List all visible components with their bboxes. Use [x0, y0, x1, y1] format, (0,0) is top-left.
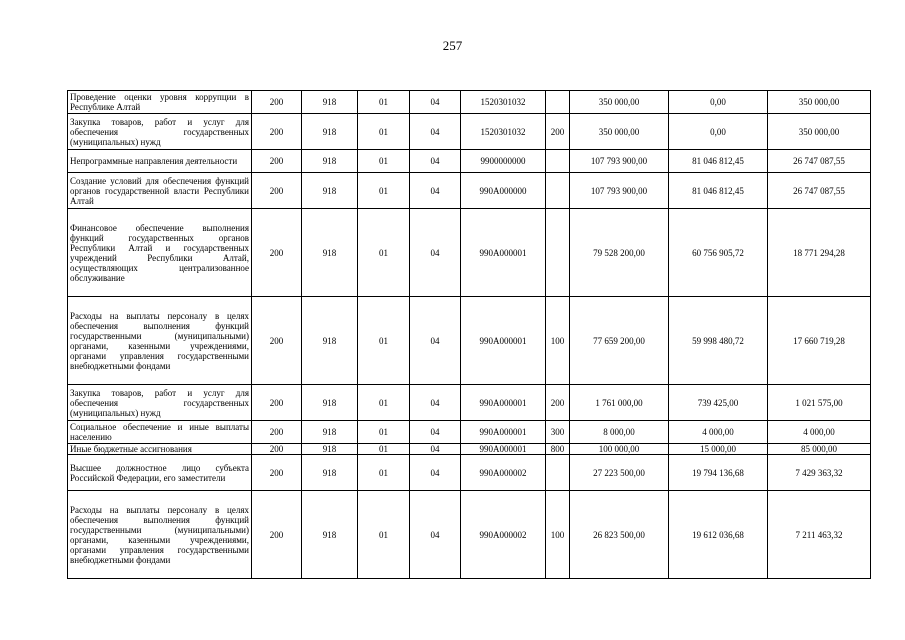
cell-amount-remaining: 7 429 363,32	[768, 455, 871, 491]
cell-amount-planned: 1 761 000,00	[570, 385, 669, 421]
cell-code: 200	[252, 421, 302, 444]
cell-expense-type: 300	[546, 421, 570, 444]
cell-target-article: 990А000001	[461, 297, 546, 385]
cell-code: 200	[252, 91, 302, 114]
cell-target-article: 1520301032	[461, 91, 546, 114]
cell-expense-type	[546, 150, 570, 173]
cell-name: Непрограммные направления деятельности	[68, 150, 252, 173]
cell-name: Социальное обеспечение и иные выплаты населению	[68, 421, 252, 444]
cell-amount-remaining: 1 021 575,00	[768, 385, 871, 421]
table-row	[68, 91, 871, 114]
table-row	[68, 444, 871, 455]
cell-subsection: 04	[410, 491, 461, 579]
cell-target-article: 9900000000	[461, 150, 546, 173]
table-row	[68, 491, 871, 579]
table-row	[68, 385, 871, 421]
cell-amount-executed: 81 046 812,45	[669, 150, 768, 173]
cell-code: 200	[252, 297, 302, 385]
cell-amount-executed: 19 794 136,68	[669, 455, 768, 491]
cell-amount-remaining: 18 771 294,28	[768, 209, 871, 297]
table-row	[68, 421, 871, 444]
cell-amount-remaining: 350 000,00	[768, 91, 871, 114]
table-row	[68, 209, 871, 297]
cell-amount-remaining: 85 000,00	[768, 444, 871, 455]
cell-section: 01	[358, 421, 410, 444]
cell-code: 200	[252, 455, 302, 491]
cell-subsection: 04	[410, 114, 461, 150]
cell-expense-type: 200	[546, 114, 570, 150]
cell-section: 01	[358, 455, 410, 491]
cell-name: Иные бюджетные ассигнования	[68, 444, 252, 455]
cell-ministry-code: 918	[302, 385, 358, 421]
cell-expense-type: 100	[546, 297, 570, 385]
cell-ministry-code: 918	[302, 455, 358, 491]
cell-section: 01	[358, 209, 410, 297]
cell-target-article: 990А000000	[461, 173, 546, 209]
cell-amount-planned: 350 000,00	[570, 91, 669, 114]
cell-code: 200	[252, 173, 302, 209]
cell-amount-remaining: 7 211 463,32	[768, 491, 871, 579]
cell-amount-planned: 100 000,00	[570, 444, 669, 455]
cell-amount-executed: 0,00	[669, 114, 768, 150]
cell-subsection: 04	[410, 444, 461, 455]
cell-name: Расходы на выплаты персоналу в целях обеспечения выполнения функций государственными (муниципальными) органами, казенными учреждениями, органами управления государственными внебюджетными фондами	[68, 297, 252, 385]
cell-expense-type	[546, 209, 570, 297]
cell-amount-remaining: 26 747 087,55	[768, 173, 871, 209]
cell-amount-remaining: 26 747 087,55	[768, 150, 871, 173]
cell-name: Финансовое обеспечение выполнения функций государственных органов Республики Алтай и государственных учреждений Республики Алтай, осуществляющих централизованное обслуживание	[68, 209, 252, 297]
cell-target-article: 990А000002	[461, 455, 546, 491]
page-number: 257	[442, 38, 463, 53]
cell-section: 01	[358, 91, 410, 114]
cell-target-article: 990А000001	[461, 385, 546, 421]
cell-amount-planned: 77 659 200,00	[570, 297, 669, 385]
table-row	[68, 150, 871, 173]
cell-target-article: 1520301032	[461, 114, 546, 150]
cell-section: 01	[358, 491, 410, 579]
cell-amount-executed: 15 000,00	[669, 444, 768, 455]
cell-amount-remaining: 4 000,00	[768, 421, 871, 444]
cell-subsection: 04	[410, 421, 461, 444]
cell-name: Закупка товаров, работ и услуг для обеспечения государственных (муниципальных) нужд	[68, 114, 252, 150]
cell-code: 200	[252, 150, 302, 173]
cell-expense-type: 200	[546, 385, 570, 421]
cell-subsection: 04	[410, 150, 461, 173]
cell-name: Расходы на выплаты персоналу в целях обеспечения выполнения функций государственными (муниципальными) органами, казенными учреждениями, органами управления государственными внебюджетными фондами	[68, 491, 252, 579]
cell-subsection: 04	[410, 173, 461, 209]
cell-name: Создание условий для обеспечения функций органов государственной власти Республики Алтай	[68, 173, 252, 209]
cell-ministry-code: 918	[302, 150, 358, 173]
cell-code: 200	[252, 209, 302, 297]
cell-target-article: 990А000001	[461, 209, 546, 297]
table-row	[68, 114, 871, 150]
cell-amount-remaining: 17 660 719,28	[768, 297, 871, 385]
cell-amount-executed: 0,00	[669, 91, 768, 114]
cell-section: 01	[358, 385, 410, 421]
cell-code: 200	[252, 114, 302, 150]
cell-amount-executed: 739 425,00	[669, 385, 768, 421]
table-row	[68, 297, 871, 385]
cell-section: 01	[358, 444, 410, 455]
cell-section: 01	[358, 173, 410, 209]
cell-ministry-code: 918	[302, 114, 358, 150]
cell-expense-type: 100	[546, 491, 570, 579]
cell-section: 01	[358, 114, 410, 150]
cell-subsection: 04	[410, 455, 461, 491]
cell-expense-type	[546, 91, 570, 114]
cell-code: 200	[252, 491, 302, 579]
cell-amount-planned: 26 823 500,00	[570, 491, 669, 579]
cell-amount-planned: 350 000,00	[570, 114, 669, 150]
cell-ministry-code: 918	[302, 297, 358, 385]
table-row	[68, 455, 871, 491]
cell-section: 01	[358, 150, 410, 173]
cell-code: 200	[252, 444, 302, 455]
cell-subsection: 04	[410, 209, 461, 297]
cell-amount-executed: 4 000,00	[669, 421, 768, 444]
cell-amount-executed: 59 998 480,72	[669, 297, 768, 385]
table-body	[68, 91, 871, 579]
cell-name: Проведение оценки уровня коррупции в Республике Алтай	[68, 91, 252, 114]
table-row	[68, 173, 871, 209]
cell-target-article: 990А000001	[461, 421, 546, 444]
cell-amount-remaining: 350 000,00	[768, 114, 871, 150]
cell-amount-planned: 107 793 900,00	[570, 150, 669, 173]
cell-expense-type	[546, 455, 570, 491]
cell-amount-planned: 79 528 200,00	[570, 209, 669, 297]
cell-subsection: 04	[410, 91, 461, 114]
cell-subsection: 04	[410, 297, 461, 385]
cell-expense-type	[546, 173, 570, 209]
cell-subsection: 04	[410, 385, 461, 421]
cell-target-article: 990А000002	[461, 491, 546, 579]
budget-table	[67, 90, 871, 579]
cell-ministry-code: 918	[302, 91, 358, 114]
cell-amount-planned: 8 000,00	[570, 421, 669, 444]
cell-expense-type: 800	[546, 444, 570, 455]
cell-section: 01	[358, 297, 410, 385]
cell-ministry-code: 918	[302, 421, 358, 444]
cell-target-article: 990А000001	[461, 444, 546, 455]
cell-name: Закупка товаров, работ и услуг для обеспечения государственных (муниципальных) нужд	[68, 385, 252, 421]
cell-amount-planned: 107 793 900,00	[570, 173, 669, 209]
cell-amount-planned: 27 223 500,00	[570, 455, 669, 491]
cell-ministry-code: 918	[302, 444, 358, 455]
cell-ministry-code: 918	[302, 209, 358, 297]
cell-ministry-code: 918	[302, 173, 358, 209]
cell-ministry-code: 918	[302, 491, 358, 579]
cell-amount-executed: 19 612 036,68	[669, 491, 768, 579]
cell-name: Высшее должностное лицо субъекта Российской Федерации, его заместители	[68, 455, 252, 491]
cell-amount-executed: 81 046 812,45	[669, 173, 768, 209]
cell-amount-executed: 60 756 905,72	[669, 209, 768, 297]
cell-code: 200	[252, 385, 302, 421]
